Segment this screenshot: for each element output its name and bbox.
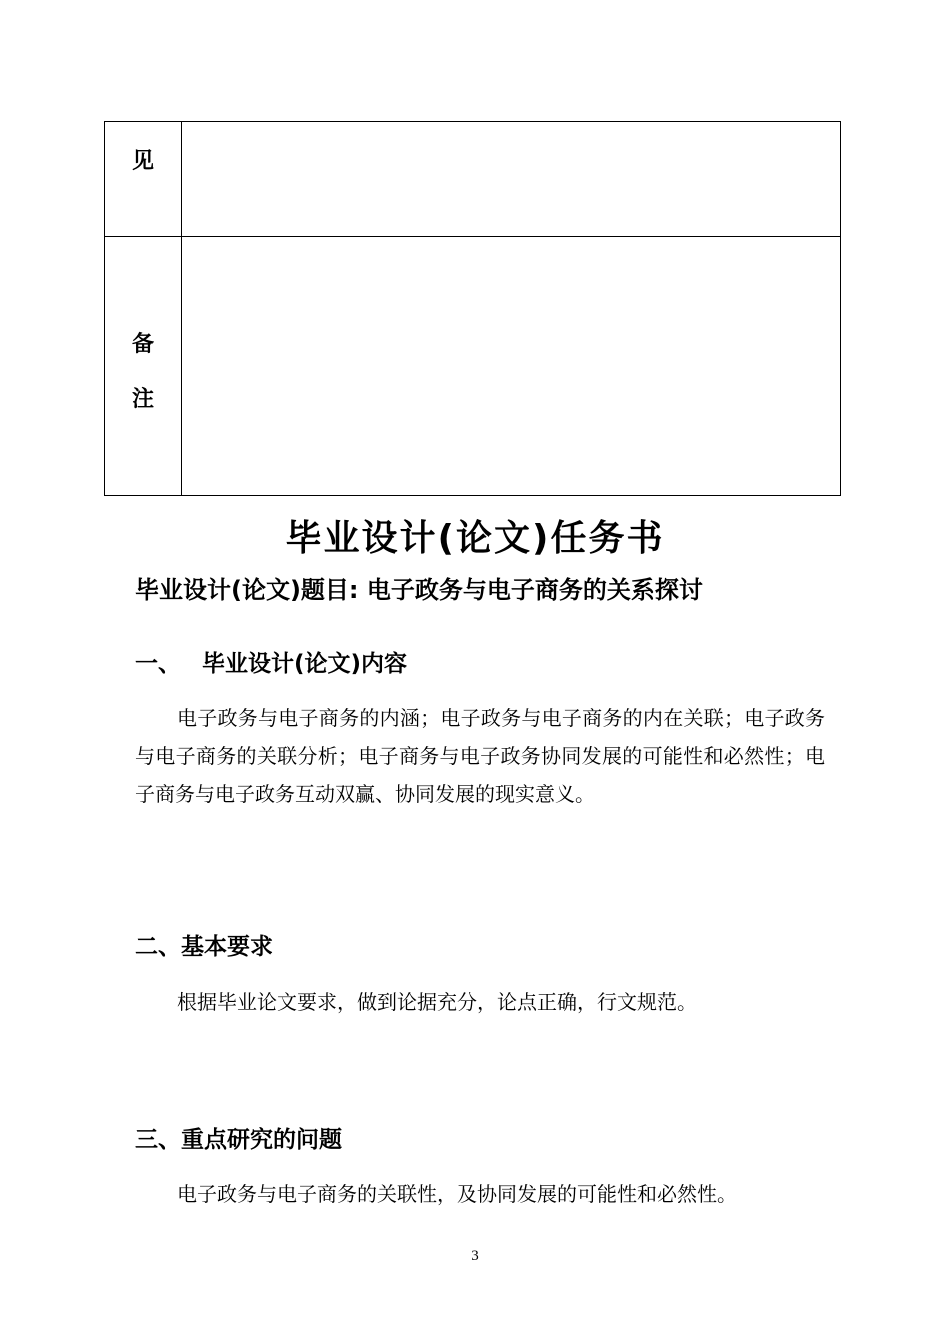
section-number-3: 三、 [135,1127,181,1153]
opinion-content-cell [182,122,841,237]
remarks-content-cell [182,237,841,496]
opinion-row [105,122,841,237]
remarks-label-cell [105,237,182,496]
remarks-label-line2: 注 [131,387,154,412]
remarks-row [105,237,841,496]
subject-line [135,570,703,605]
subject-label: 毕业设计(论文)题目: [135,576,359,604]
page-number: 3 [471,1248,479,1264]
opinion-remarks-table [104,121,841,496]
section-heading-1 [135,645,407,678]
remarks-label-line1: 备 [131,332,154,357]
section-title-2: 基本要求 [181,934,273,960]
section-title-3: 重点研究的问题 [181,1127,342,1153]
document-title: 毕业设计(论文)任务书 [285,518,665,559]
section-title-1: 毕业设计(论文)内容 [202,651,408,677]
section-body-1: 电子政务与电子商务的内涵；电子政务与电子商务的内在关联；电子政务与电子商务的关联分析；电子商务与电子政务协同发展的可能性和必然性；电子商务与电子政务互动双赢、协同发展的现实意义。 [135,706,825,806]
section-number-2: 二、 [135,934,181,960]
section-heading-3 [135,1121,342,1154]
section-body-3: 电子政务与电子商务的关联性，及协同发展的可能性和必然性。 [177,1182,737,1206]
opinion-label-cell [105,122,182,237]
subject-value: 电子政务与电子商务的关系探讨 [366,576,703,604]
opinion-label: 见 [131,149,154,174]
section-number-1: 一、 [135,651,181,677]
section-body-2: 根据毕业论文要求，做到论据充分，论点正确，行文规范。 [177,990,697,1014]
section-heading-2 [135,928,273,961]
